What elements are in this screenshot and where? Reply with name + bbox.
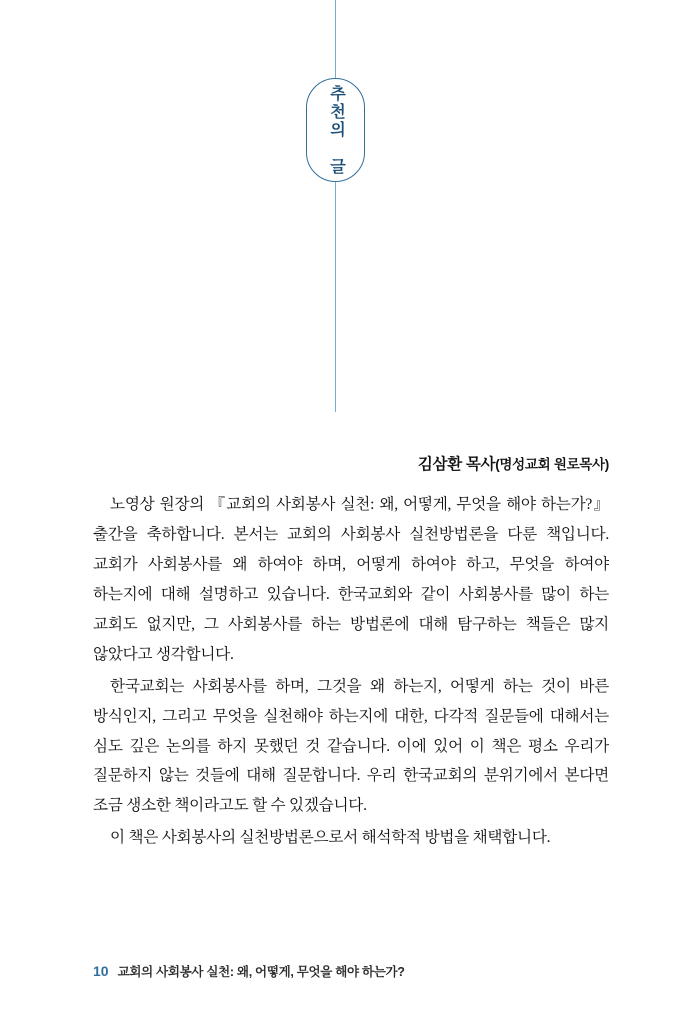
decorative-rule-bottom xyxy=(335,182,336,412)
running-title: 교회의 사회봉사 실천: 왜, 어떻게, 무엇을 해야 하는가? xyxy=(117,965,405,979)
page-footer xyxy=(93,962,405,980)
byline-affiliation: (명성교회 원로목사) xyxy=(495,457,609,472)
paragraph: 한국교회는 사회봉사를 하며, 그것을 왜 하는지, 어떻게 하는 것이 바른 방식인지, 그리고 무엇을 실천해야 하는지에 대한, 다각적 질문들에 대해서는 심도 깊은 논의를 하지 못했던 것 같습니다. 이에 있어 이 책은 평소 우리가 질문하지 않는 것들에 대해 질문합니다. 우리 한국교회의 분위기에서 본다면 조금 생소한 책이라고도 할 수 있겠습니다. xyxy=(93,677,609,815)
byline-name: 김삼환 목사 xyxy=(417,456,496,473)
article-body xyxy=(93,452,609,855)
section-badge-label: 추천의 글 xyxy=(327,84,345,176)
decorative-rule-top xyxy=(335,0,336,78)
byline xyxy=(93,452,609,474)
page-number: 10 xyxy=(93,963,109,979)
paragraph: 이 책은 사회봉사의 실천방법론으로서 해석학적 방법을 채택합니다. xyxy=(110,829,551,847)
section-badge xyxy=(306,78,365,182)
paragraph: 노영상 원장의 『교회의 사회봉사 실천: 왜, 어떻게, 무엇을 해야 하는가?』 출간을 축하합니다. 본서는 교회의 사회봉사 실천방법론을 다룬 책입니다. 교회가 사회봉사를 왜 하여야 하며, 어떻게 하여야 하고, 무엇을 하여야 하는지에 대해 설명하고 있습니다. 한국교회와 같이 사회봉사를 많이 하는 교회도 없지만, 그 사회봉사를 하는 방법론에 대해 탐구하는 책들은 많지 않았다고 생각합니다. xyxy=(93,496,609,663)
